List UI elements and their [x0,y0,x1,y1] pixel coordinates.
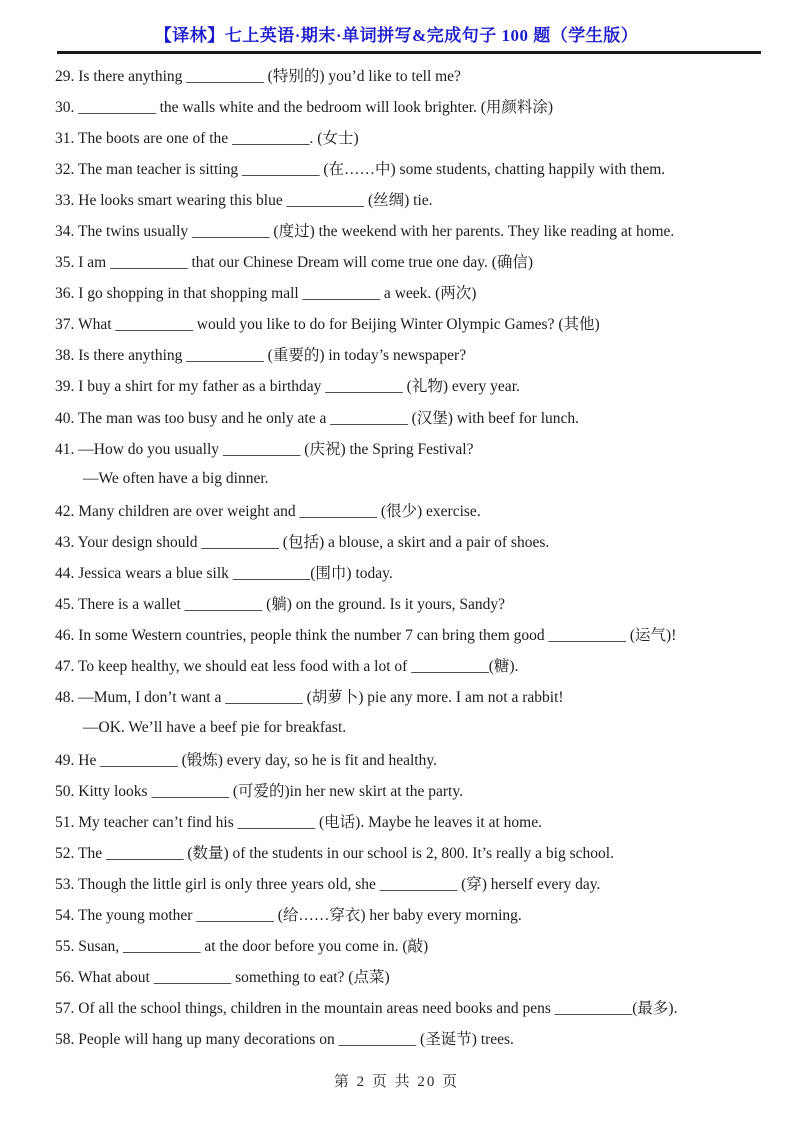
question-49: 49. He __________ (锻炼) every day, so he is fit and healthy. [55,751,437,769]
question-53: 53. Though the little girl is only three years old, she __________ (穿) herself every day. [55,875,601,893]
question-46: 46. In some Western countries, people think the number 7 can bring them good __________ (运气)! [55,627,677,645]
question-43: 43. Your design should __________ (包括) a blouse, a skirt and a pair of shoes. [55,533,550,551]
question-39: 39. I buy a shirt for my father as a birthday __________ (礼物) every year. [55,378,520,396]
question-32: 32. The man teacher is sitting __________ (在……中) some students, chatting happily with them. [55,160,666,178]
question-41-reply: —We often have a big dinner. [83,469,269,487]
question-34: 34. The twins usually __________ (度过) the weekend with her parents. They like reading at home. [55,223,675,241]
question-57: 57. Of all the school things, children in the mountain areas need books and pens __________(最多). [55,1000,678,1018]
page-title: 【译林】七上英语·期末·单词拼写&完成句子 100 题（学生版） [154,26,639,45]
question-38: 38. Is there anything __________ (重要的) in today’s newspaper? [55,347,467,365]
question-52: 52. The __________ (数量) of the students in our school is 2, 800. It’s really a big school. [55,844,614,862]
question-48-reply: —OK. We’ll have a beef pie for breakfast. [83,718,347,736]
question-29: 29. Is there anything __________ (特别的) you’d like to tell me? [55,67,461,85]
question-56: 56. What about __________ something to eat? (点菜) [55,969,390,987]
question-55: 55. Susan, __________ at the door before you come in. (敲) [55,938,429,956]
question-35: 35. I am __________ that our Chinese Dream will come true one day. (确信) [55,254,534,272]
question-58: 58. People will hang up many decorations on __________ (圣诞节) trees. [55,1031,514,1049]
question-42: 42. Many children are over weight and __________ (很少) exercise. [55,502,481,520]
question-36: 36. I go shopping in that shopping mall __________ a week. (两次) [55,285,477,303]
question-45: 45. There is a wallet __________ (躺) on the ground. Is it yours, Sandy? [55,596,505,614]
question-30: 30. __________ the walls white and the bedroom will look brighter. (用颜料涂) [55,98,554,116]
question-31: 31. The boots are one of the __________. (女士) [55,129,359,147]
question-list [55,59,763,1054]
question-47: 47. To keep healthy, we should eat less food with a lot of __________(糖). [55,658,519,676]
question-37: 37. What __________ would you like to do for Beijing Winter Olympic Games? (其他) [55,316,600,334]
question-33: 33. He looks smart wearing this blue __________ (丝绸) tie. [55,191,433,209]
question-48: 48. —Mum, I don’t want a __________ (胡萝卜) pie any more. I am not a rabbit! [55,689,564,707]
question-40: 40. The man was too busy and he only ate a __________ (汉堡) with beef for lunch. [55,409,580,427]
question-44: 44. Jessica wears a blue silk __________(围巾) today. [55,565,393,583]
header-divider [57,51,761,54]
question-54: 54. The young mother __________ (给……穿衣) her baby every morning. [55,907,522,925]
question-41: 41. —How do you usually __________ (庆祝) the Spring Festival? [55,440,474,458]
question-50: 50. Kitty looks __________ (可爱的)in her new skirt at the party. [55,782,463,800]
page-number: 第 2 页 共 20 页 [333,1074,460,1090]
question-51: 51. My teacher can’t find his __________ (电话). Maybe he leaves it at home. [55,813,542,831]
